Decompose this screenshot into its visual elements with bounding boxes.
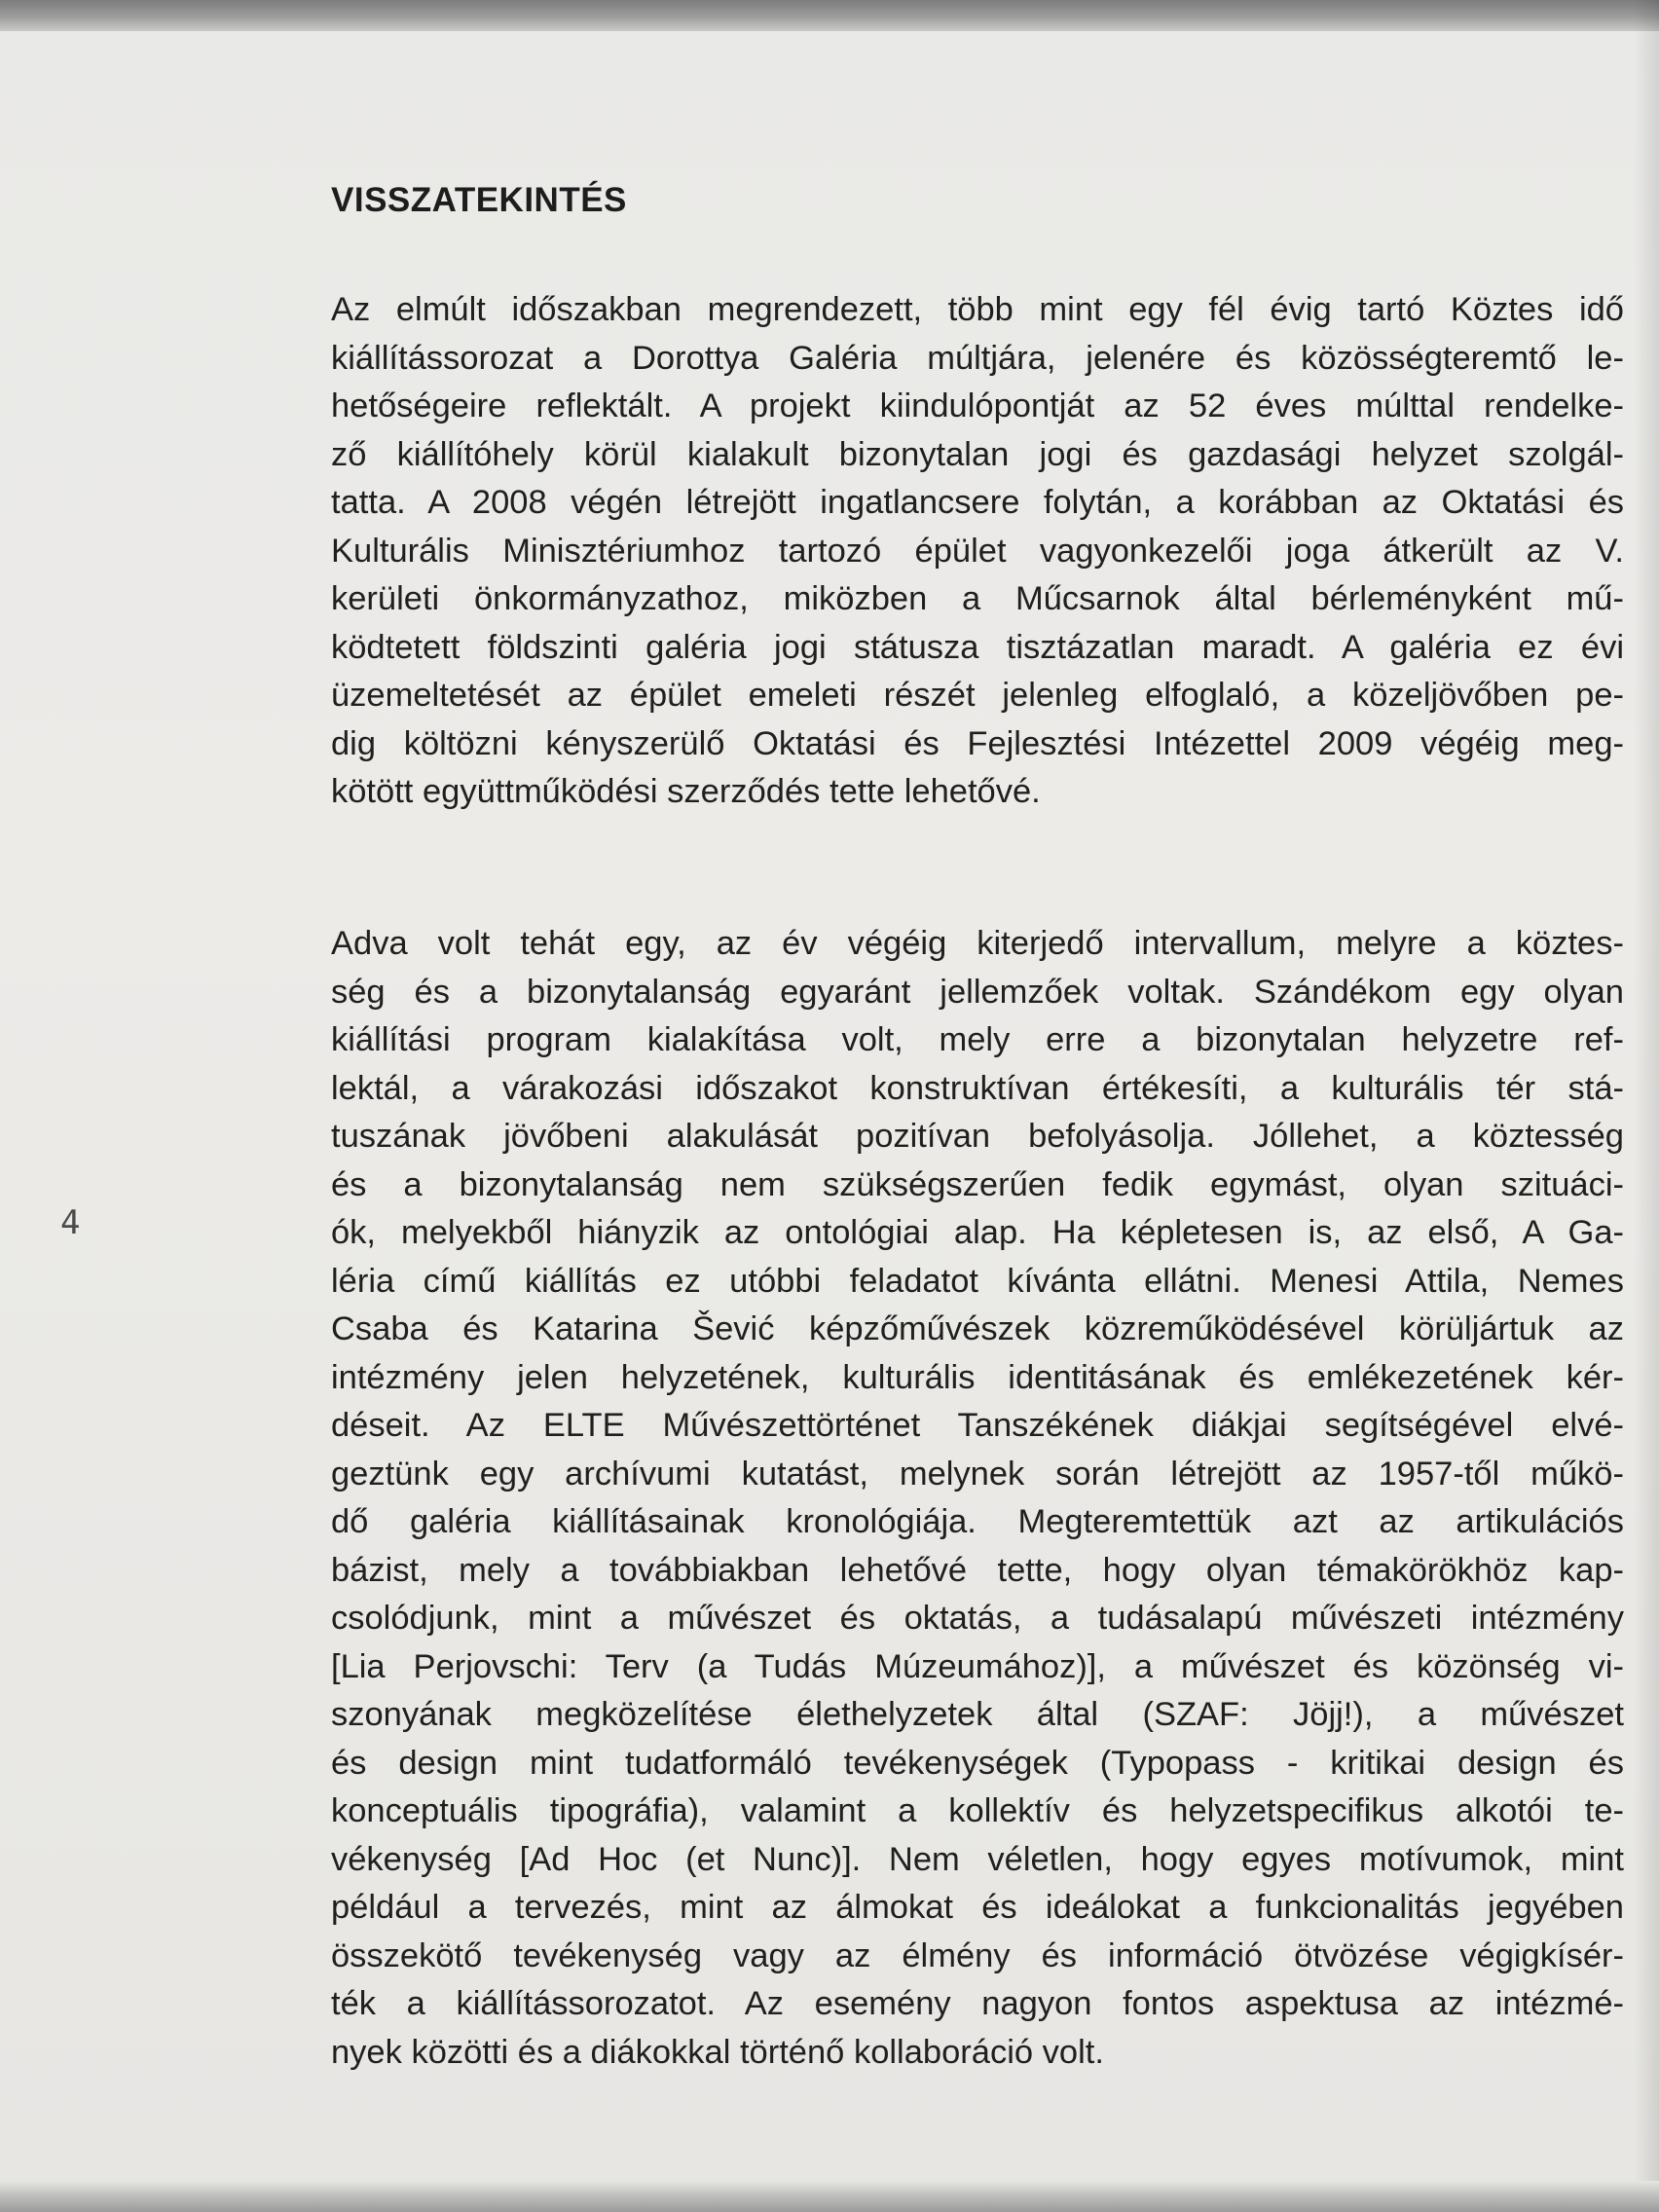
text-line: üzemeltetését az épület emeleti részét jelenleg elfoglaló, a közeljövőben pe- [331,677,1624,714]
text-line: ség és a bizonytalanság egyaránt jellemzőek voltak. Szándékom egy olyan [331,973,1624,1011]
text-line: konceptuális tipográfia), valamint a kollektív és helyzetspecifikus alkotói te- [331,1792,1624,1829]
text-line: bázist, mely a továbbiakban lehetővé tette, hogy olyan témakörökhöz kap- [331,1551,1624,1589]
text-line: intézmény jelen helyzetének, kulturális identitásának és emlékezetének kér- [331,1358,1624,1396]
text-line: Kulturális Minisztériumhoz tartozó épület vagyonkezelői joga átkerült az V. [331,532,1624,570]
text-line: dő galéria kiállításainak kronológiája. Megteremtettük azt az artikulációs [331,1503,1624,1540]
text-line: nyek közötti és a diákokkal történő kollaboráció volt. [331,2033,1104,2071]
section-heading: VISSZATEKINTÉS [331,181,627,219]
text-line: kiállítási program kialakítása volt, mely erre a bizonytalan helyzetre ref- [331,1021,1624,1058]
scan-top-edge [0,0,1659,31]
text-line: kiállítássorozat a Dorottya Galéria múltjára, jelenére és közösségteremtő le- [331,339,1624,377]
text-line: szonyának megközelítése élethelyzetek által (SZAF: Jöjj!), a művészet [331,1696,1624,1733]
text-line: hetőségeire reflektált. A projekt kiindulópontját az 52 éves múlttal rendelke- [331,387,1624,424]
text-line: déseit. Az ELTE Művészettörténet Tanszékének diákjai segítségével elvé- [331,1407,1624,1444]
text-line: vékenység [Ad Hoc (et Nunc)]. Nem véletlen, hogy egyes motívumok, mint [331,1840,1624,1878]
text-line: Adva volt tehát egy, az év végéig kiterjedő intervallum, melyre a köztes- [331,925,1624,962]
text-line: ók, melyekből hiányzik az ontológiai alap. Ha képletesen is, az első, A Ga- [331,1214,1624,1251]
text-line: dig költözni kényszerülő Oktatási és Fejlesztési Intézettel 2009 végéig meg- [331,724,1624,762]
text-line: Csaba és Katarina Šević képzőművészek közreműködésével körüljártuk az [331,1310,1624,1347]
text-line: kerületi önkormányzathoz, miközben a Műcsarnok által bérleményként mű- [331,580,1624,617]
text-line: léria című kiállítás ez utóbbi feladatot kívánta ellátni. Menesi Attila, Nemes [331,1262,1624,1300]
text-line: lektál, a várakozási időszakot konstruktívan értékesíti, a kulturális tér stá- [331,1069,1624,1107]
text-line: geztünk egy archívumi kutatást, melynek során létrejött az 1957-től műkö- [331,1455,1624,1493]
text-line: [Lia Perjovschi: Terv (a Tudás Múzeumához)], a művészet és közönség vi- [331,1647,1624,1685]
scan-bottom-edge [0,2181,1659,2212]
text-line: tuszának jövőbeni alakulását pozitívan befolyásolja. Jóllehet, a köztesség [331,1118,1624,1155]
text-line: például a tervezés, mint az álmokat és ideálokat a funkcionalitás jegyében [331,1889,1624,1926]
text-line: és a bizonytalanság nem szükségszerűen fedik egymást, olyan szituáci- [331,1165,1624,1203]
text-line: és design mint tudatformáló tevékenységek (Typopass - kritikai design és [331,1744,1624,1782]
paragraph-1 [331,286,1624,817]
text-line: tatta. A 2008 végén létrejött ingatlancsere folytán, a korábban az Oktatási és [331,484,1624,521]
text-line: csolódjunk, mint a művészet és oktatás, a tudásalapú művészeti intézmény [331,1600,1624,1637]
text-line: összekötő tevékenység vagy az élmény és információ ötvözése végigkísér- [331,1936,1624,1974]
text-line: Az elmúlt időszakban megrendezett, több mint egy fél évig tartó Köztes idő [331,291,1624,328]
text-line: ző kiállítóhely körül kialakult bizonytalan jogi és gazdasági helyzet szolgál- [331,435,1624,473]
text-line: ték a kiállítássorozatot. Az esemény nagyon fontos aspektusa az intézmé- [331,1985,1624,2022]
page-number: 4 [60,1203,81,1242]
page-shadow [1634,0,1659,2212]
text-line: ködtetett földszinti galéria jogi státusza tisztázatlan maradt. A galéria ez évi [331,628,1624,666]
paragraph-2 [331,920,1624,2077]
text-line: kötött együttműködési szerződés tette lehetővé. [331,773,1041,810]
